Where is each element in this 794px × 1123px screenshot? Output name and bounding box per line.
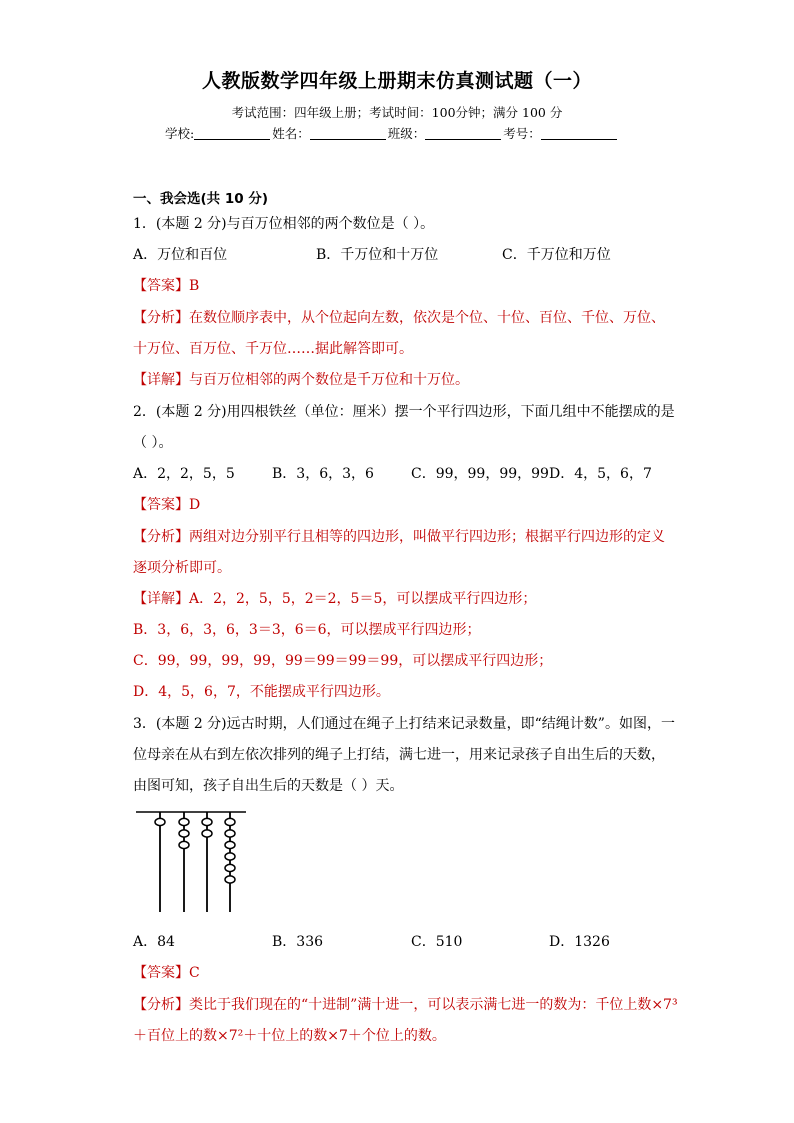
q2-option-c: C．99，99，99，99 [411, 466, 549, 482]
student-info-row [165, 124, 619, 142]
knot [225, 830, 235, 837]
q3-answer [133, 962, 200, 982]
knot [179, 818, 189, 825]
school-blank[interactable] [194, 127, 270, 140]
answer-tag: 【答案】 [133, 497, 189, 513]
knot [202, 818, 212, 825]
q2-option-a: A．2，2，5，5 [133, 466, 235, 482]
analysis-tag: 【分析】 [133, 529, 189, 545]
detail-tag: 【详解】 [133, 372, 189, 388]
answer-tag: 【答案】 [133, 278, 189, 294]
name-blank[interactable] [310, 127, 386, 140]
q3-analysis-line-1 [133, 994, 678, 1014]
q2-detail-line-3: C．99，99，99，99，99＝99＝99＝99，可以摆成平行四边形； [133, 653, 553, 669]
answer-value: B [189, 278, 200, 294]
q2-option-d: D．4，5，6，7 [549, 466, 652, 482]
q2-answer [133, 494, 200, 514]
exam-info: 考试范围：四年级上册；考试时间：100分钟；满分 100 分 [231, 105, 563, 120]
q1-option-b: B．千万位和十万位 [316, 247, 439, 263]
q3-stem-line-3: 由图可知，孩子自出生后的天数是（ ）天。 [133, 778, 404, 794]
q1-detail [133, 369, 469, 389]
q2-stem-line-2: （ ）。 [133, 435, 173, 451]
answer-value: D [189, 497, 201, 513]
detail-tag: 【详解】 [133, 591, 189, 607]
analysis-tag: 【分析】 [133, 310, 189, 326]
knot [225, 853, 235, 860]
answer-tag: 【答案】 [133, 965, 189, 981]
analysis-text: 类比于我们现在的“十进制”满十进一，可以表示满七进一的数为：千位上数×7³ [189, 997, 678, 1013]
q1-option-a: A．万位和百位 [133, 247, 228, 263]
q3-stem-line-1: 3．(本题 2 分)远古时期，人们通过在绳子上打结来记录数量，即“结绳计数”。如图，一 [133, 716, 675, 732]
analysis-text: 两组对边分别平行且相等的四边形，叫做平行四边形；根据平行四边形的定义 [189, 529, 665, 545]
q3-option-d: D．1326 [549, 934, 610, 950]
knot [179, 830, 189, 837]
q1-analysis-line-1 [133, 307, 665, 327]
knot [225, 864, 235, 871]
q2-detail-line-4: D．4，5，6，7，不能摆成平行四边形。 [133, 684, 390, 700]
knot [225, 818, 235, 825]
knot [225, 876, 235, 883]
q2-option-b: B．3，6，3，6 [272, 466, 374, 482]
knot [155, 818, 165, 825]
q2-analysis-line-2: 逐项分析即可。 [133, 560, 231, 576]
q2-detail-line-1 [133, 588, 536, 608]
school-label: 学校: [165, 126, 195, 141]
q3-stem-line-2: 位母亲在从右到左依次排列的绳子上打结，满七进一，用来记录孩子自出生后的天数， [133, 747, 665, 763]
class-blank[interactable] [425, 127, 501, 140]
q3-option-c: C．510 [411, 934, 463, 950]
q2-stem-line-1: 2．(本题 2 分)用四根铁丝（单位：厘米）摆一个平行四边形，下面几组中不能摆成的是 [133, 404, 675, 420]
q3-option-a: A．84 [133, 934, 175, 950]
knot [225, 841, 235, 848]
q1-option-c: C．千万位和万位 [502, 247, 611, 263]
name-label: 姓名： [272, 126, 310, 141]
q1-analysis-line-2: 十万位、百万位、千万位……据此解答即可。 [133, 341, 413, 357]
exam-number-blank[interactable] [541, 127, 617, 140]
q1-stem: 1．(本题 2 分)与百万位相邻的两个数位是（ ）。 [133, 216, 435, 232]
knot [179, 841, 189, 848]
knot-rope-figure [136, 806, 246, 916]
q3-option-b: B．336 [272, 934, 324, 950]
page-title: 人教版数学四年级上册期末仿真测试题（一） [201, 70, 592, 92]
q3-analysis-line-2: ＋百位上的数×7²＋十位上的数×7＋个位上的数。 [133, 1028, 446, 1044]
class-label: 班级： [387, 126, 426, 141]
q1-answer [133, 275, 199, 295]
q2-detail-line-2: B．3，6，3，6，3＝3，6＝6，可以摆成平行四边形； [133, 622, 481, 638]
section-heading: 一、我会选(共 10 分) [133, 191, 269, 207]
knot [202, 830, 212, 837]
detail-text: A．2，2，5，5，2＝2，5＝5，可以摆成平行四边形； [189, 591, 537, 607]
q2-analysis-line-1 [133, 526, 665, 546]
exam-number-label: 考号： [503, 126, 541, 141]
detail-text: 与百万位相邻的两个数位是千万位和十万位。 [189, 372, 469, 388]
answer-value: C [189, 965, 200, 981]
analysis-text: 在数位顺序表中，从个位起向左数，依次是个位、十位、百位、千位、万位、 [189, 310, 665, 326]
analysis-tag: 【分析】 [133, 997, 189, 1013]
